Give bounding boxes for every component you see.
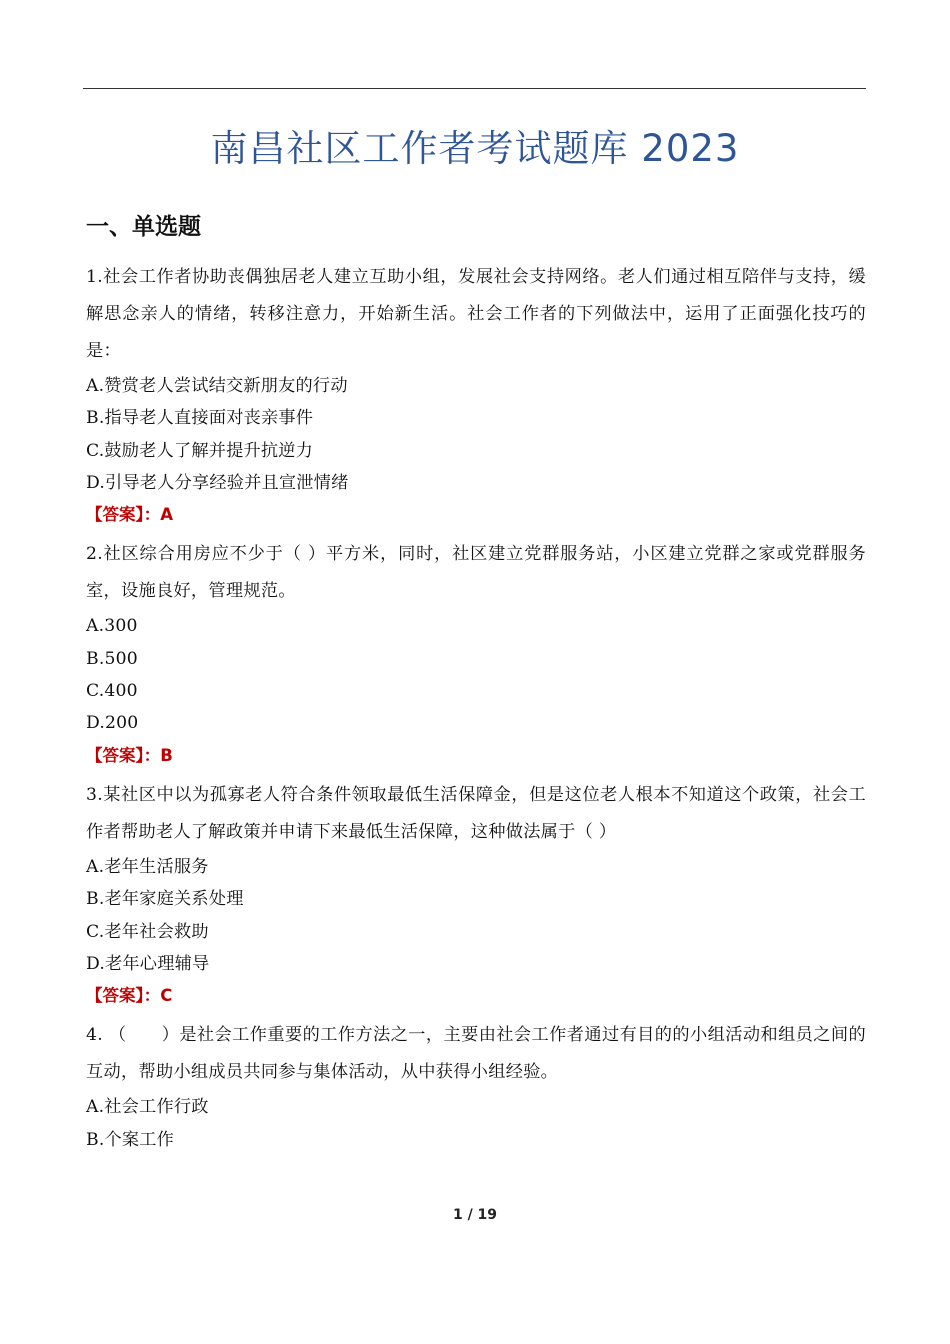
question-3: [86, 777, 866, 1012]
question-stem: 3.某社区中以为孤寡老人符合条件领取最低生活保障金，但是这位老人根本不知道这个政策，社会工作者帮助老人了解政策并申请下来最低生活保障，这种做法属于（ ）: [86, 784, 866, 842]
option-d: D.200: [86, 713, 139, 734]
option-a: A.赞赏老人尝试结交新朋友的行动: [86, 376, 348, 396]
option-a: A.老年生活服务: [86, 856, 209, 877]
option-b: B.老年家庭关系处理: [86, 889, 244, 910]
option-c: C.400: [86, 681, 138, 702]
question-2: [86, 536, 866, 771]
option-d: D.引导老人分享经验并且宣泄情绪: [86, 472, 349, 493]
question-4: [86, 1017, 866, 1156]
option-c: C.老年社会救助: [86, 921, 209, 942]
section-heading: 一、单选题: [86, 214, 201, 240]
option-c: C.鼓励老人了解并提升抗逆力: [86, 440, 314, 461]
question-list: [86, 259, 866, 1161]
answer-label: 【答案】：B: [86, 745, 173, 765]
option-a: A.社会工作行政: [86, 1097, 209, 1118]
question-1: [86, 259, 866, 531]
option-b: B.500: [86, 648, 138, 669]
document-title: 南昌社区工作者考试题库 2023: [210, 127, 740, 170]
question-stem: 2.社区综合用房应不少于（ ）平方米，同时，社区建立党群服务站，小区建立党群之家或党群服务室，设施良好，管理规范。: [86, 544, 866, 602]
option-b: B.个案工作: [86, 1129, 175, 1150]
answer-label: 【答案】：C: [86, 986, 173, 1006]
question-stem: 4. （ ）是社会工作重要的工作方法之一，主要由社会工作者通过有目的的小组活动和组员之间的互动，帮助小组成员共同参与集体活动，从中获得小组经验。: [86, 1025, 866, 1083]
option-a: A.300: [86, 616, 138, 637]
option-d: D.老年心理辅导: [86, 953, 210, 974]
question-stem: 1.社会工作者协助丧偶独居老人建立互助小组，发展社会支持网络。老人们通过相互陪伴与支持，缓解思念亲人的情绪，转移注意力，开始新生活。社会工作者的下列做法中，运用了正面强化技巧的是：: [86, 267, 866, 361]
page-number: 1 / 19: [452, 1207, 498, 1223]
option-b: B.指导老人直接面对丧亲事件: [86, 408, 314, 429]
header-rule: [83, 88, 866, 89]
answer-label: 【答案】：A: [86, 505, 174, 525]
